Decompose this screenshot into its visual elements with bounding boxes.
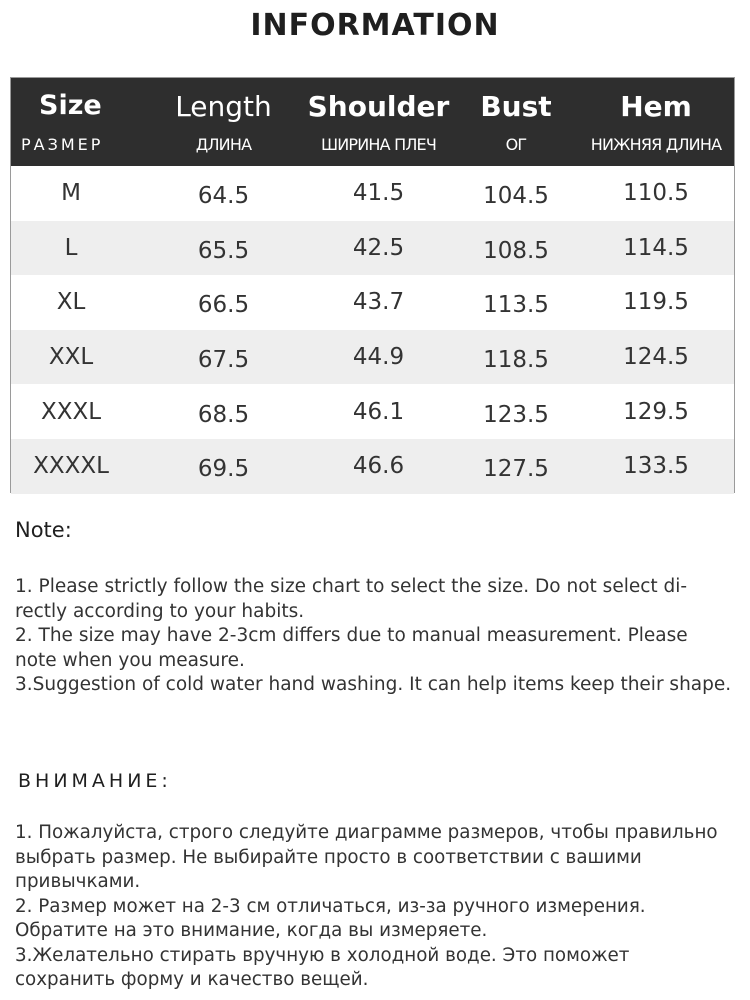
- cell-size: L: [64, 234, 78, 261]
- table-row: [11, 439, 734, 494]
- cell-size: XXL: [48, 344, 94, 371]
- cell-length: 67.5: [197, 347, 250, 374]
- cell-bust: 104.5: [483, 183, 549, 210]
- header-size-en: Size: [39, 90, 102, 121]
- cell-length: 69.5: [197, 456, 250, 483]
- cell-hem: 114.5: [623, 234, 689, 261]
- header-bust-en: Bust: [480, 90, 552, 123]
- header-shoulder-ru: ШИРИНА ПЛЕЧ: [320, 135, 437, 154]
- cell-size: XXXL: [40, 398, 102, 425]
- cell-shoulder: 41.5: [352, 180, 405, 207]
- note-list: [15, 575, 735, 698]
- cell-length: 68.5: [197, 401, 250, 428]
- note-heading: Note:: [15, 518, 72, 542]
- size-chart-table: [10, 77, 735, 493]
- header-hem-ru: НИЖНЯЯ ДЛИНА: [590, 135, 722, 154]
- page-title: INFORMATION: [250, 8, 500, 43]
- header-hem-en: Hem: [620, 90, 692, 123]
- ru-note-heading: ВНИМАНИЕ:: [18, 770, 172, 792]
- table-row: [11, 384, 734, 439]
- note-item: 3.Suggestion of cold water hand washing. It can help items keep their shape.: [15, 674, 732, 695]
- cell-hem: 124.5: [623, 344, 689, 371]
- table-row: [11, 221, 734, 276]
- header-bust: [456, 78, 576, 166]
- cell-size: XL: [56, 289, 86, 316]
- header-shoulder-en: Shoulder: [307, 90, 450, 123]
- header-length-en: Length: [175, 90, 272, 123]
- cell-shoulder: 42.5: [352, 234, 405, 261]
- cell-hem: 119.5: [623, 289, 689, 316]
- table-header: [11, 78, 734, 166]
- cell-size: XXXXL: [33, 453, 109, 480]
- cell-length: 65.5: [197, 237, 250, 264]
- cell-bust: 108.5: [483, 237, 549, 264]
- header-length-ru: ДЛИНА: [195, 135, 252, 154]
- header-size: [11, 78, 146, 166]
- header-shoulder: [301, 78, 456, 166]
- ru-note-item: 1. Пожалуйста, строго следуйте диаграмме размеров, чтобы правильно выбрать размер. Не выбирайте просто в соответствии с вашими привычками.: [15, 822, 718, 892]
- cell-shoulder: 46.6: [352, 453, 405, 480]
- header-size-ru: РАЗМЕР: [21, 135, 104, 154]
- header-length: [151, 78, 296, 166]
- ru-note-item: 3.Желательно стирать вручную в холодной воде. Это поможет сохранить форму и качество вещей.: [15, 944, 630, 990]
- cell-shoulder: 44.9: [352, 344, 405, 371]
- note-item: 1. Please strictly follow the size chart to select the size. Do not select di-rectly according to your habits.: [15, 576, 688, 622]
- header-hem: [581, 78, 731, 166]
- cell-bust: 113.5: [483, 292, 549, 319]
- cell-shoulder: 43.7: [352, 289, 405, 316]
- ru-note-list: [15, 821, 735, 993]
- cell-hem: 110.5: [623, 180, 689, 207]
- cell-bust: 118.5: [483, 347, 549, 374]
- cell-shoulder: 46.1: [352, 398, 405, 425]
- table-row: [11, 330, 734, 385]
- table-body: [11, 166, 734, 494]
- cell-bust: 123.5: [483, 401, 549, 428]
- table-row: [11, 166, 734, 221]
- ru-note-item: 2. Размер может на 2-3 см отличаться, из-за ручного измерения. Обратите на это внимание, когда вы измеряете.: [15, 895, 646, 941]
- header-bust-ru: ОГ: [505, 135, 527, 154]
- cell-hem: 129.5: [623, 398, 689, 425]
- cell-size: M: [61, 180, 81, 207]
- table-row: [11, 275, 734, 330]
- cell-length: 64.5: [197, 183, 250, 210]
- cell-hem: 133.5: [623, 453, 689, 480]
- cell-bust: 127.5: [483, 456, 549, 483]
- note-section: [15, 518, 735, 698]
- cell-length: 66.5: [197, 292, 250, 319]
- note-item: 2. The size may have 2-3cm differs due to manual measurement. Please note when you measure.: [15, 625, 688, 671]
